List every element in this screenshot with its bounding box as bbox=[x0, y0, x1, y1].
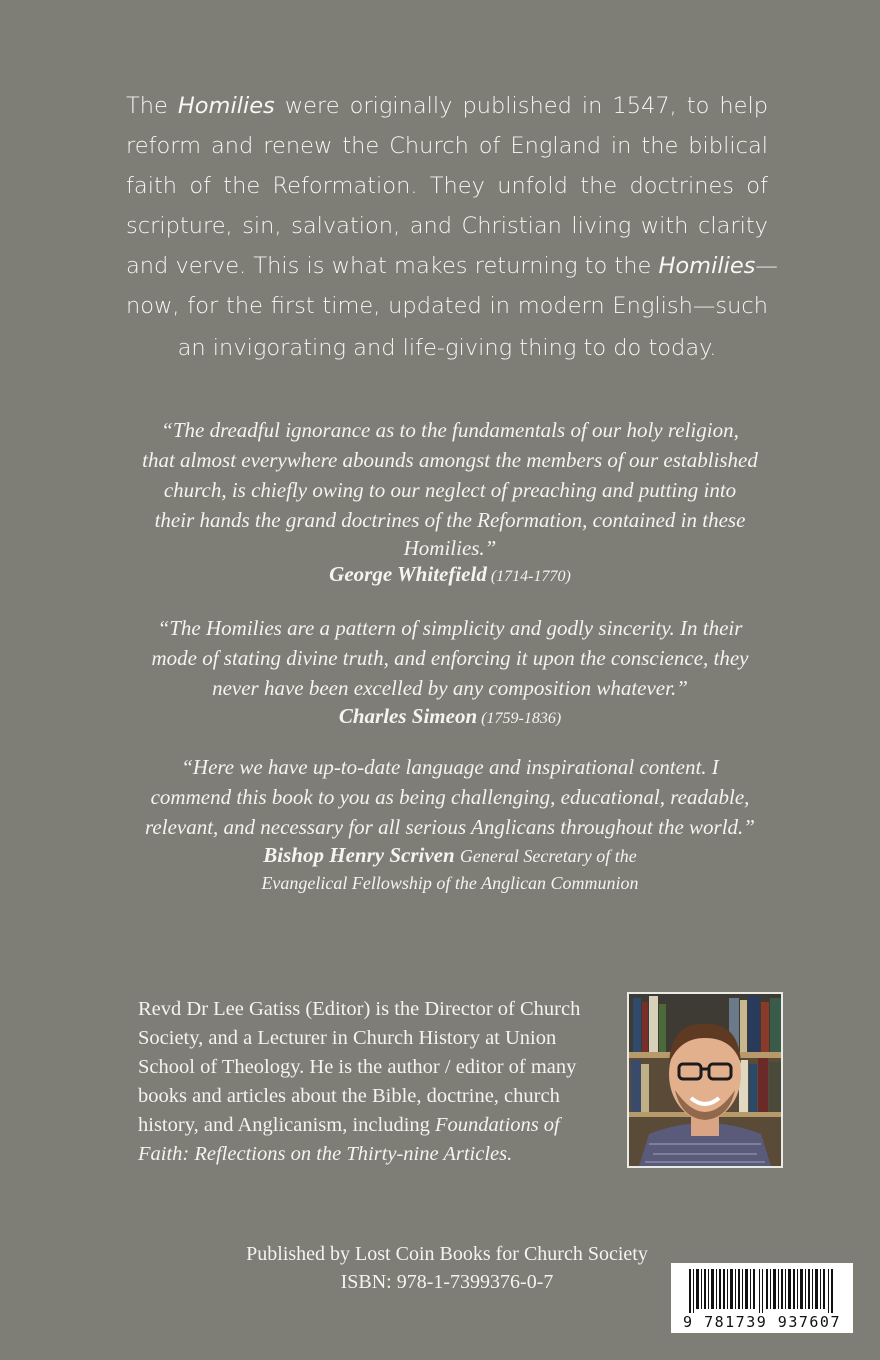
blurb-text-italic: Homilies bbox=[658, 253, 756, 279]
quote-attribution bbox=[100, 561, 800, 590]
publisher-info bbox=[200, 1240, 694, 1296]
bio-text: history, and Anglicanism, including bbox=[138, 1114, 436, 1136]
bio-line: books and articles about the Bible, doctrine, church bbox=[138, 1085, 560, 1107]
blurb-text: The bbox=[126, 93, 178, 119]
blurb-line bbox=[126, 246, 778, 286]
quote-line: mode of stating divine truth, and enforcing it upon the conscience, they bbox=[151, 646, 749, 670]
blurb-text: and verve. This is what makes returning to the bbox=[126, 253, 659, 279]
quote-author: Charles Simeon bbox=[338, 704, 478, 728]
author-portrait-image bbox=[629, 994, 781, 1166]
quote-author: Bishop Henry Scriven bbox=[263, 843, 455, 867]
quote-whitefield bbox=[100, 415, 800, 590]
bio-line bbox=[138, 1140, 618, 1169]
quote-attribution bbox=[100, 703, 800, 732]
quote-line: “The dreadful ignorance as to the fundamentals of our holy religion, bbox=[161, 418, 739, 442]
quote-line: commend this book to you as being challenging, educational, readable, bbox=[150, 785, 750, 809]
barcode-bars-icon bbox=[671, 1263, 853, 1315]
isbn-barcode bbox=[671, 1263, 853, 1333]
bio-line bbox=[138, 1111, 618, 1140]
blurb-line: an invigorating and life-giving thing to do today. bbox=[177, 335, 717, 361]
blurb-line: reform and renew the Church of England in the biblical bbox=[126, 133, 768, 159]
quote-dates: (1714-1770) bbox=[490, 568, 571, 585]
quote-line: never have been excelled by any composition whatever.” bbox=[212, 676, 688, 700]
quote-line: relevant, and necessary for all serious Anglicans throughout the world.” bbox=[145, 815, 755, 839]
blurb-text-italic: Homilies bbox=[177, 93, 275, 119]
description-blurb bbox=[126, 86, 778, 368]
bio-line: Revd Dr Lee Gatiss (Editor) is the Director of Church bbox=[138, 998, 581, 1020]
quote-line: their hands the grand doctrines of the Reformation, contained in these bbox=[154, 508, 746, 532]
bio-text-italic: Foundations of bbox=[435, 1114, 560, 1136]
quote-attribution bbox=[100, 842, 800, 870]
quote-line: “The Homilies are a pattern of simplicity and godly sincerity. In their bbox=[157, 616, 743, 640]
bio-line: Society, and a Lecturer in Church History at Union bbox=[138, 1027, 557, 1049]
blurb-line: faith of the Reformation. They unfold the doctrines of bbox=[126, 173, 768, 199]
quote-line: that almost everywhere abounds amongst the members of our established bbox=[142, 448, 758, 472]
quote-line: church, is chiefly owing to our neglect of preaching and putting into bbox=[163, 478, 737, 502]
blurb-line: now, for the first time, updated in modern English—such bbox=[126, 293, 768, 319]
bio-text-italic: Faith: Reflections on the Thirty-nine Articles. bbox=[138, 1143, 513, 1165]
blurb-text: were originally published in 1547, to help bbox=[274, 93, 768, 119]
quote-role: General Secretary of the bbox=[459, 846, 637, 866]
isbn-line: ISBN: 978-1-7399376-0-7 bbox=[340, 1271, 554, 1293]
quote-author: George Whitefield bbox=[329, 562, 487, 586]
author-photo bbox=[627, 992, 783, 1168]
quote-scriven bbox=[100, 752, 800, 897]
quote-role: Evangelical Fellowship of the Anglican Communion bbox=[261, 873, 639, 893]
editor-bio bbox=[138, 995, 618, 1169]
blurb-line bbox=[126, 86, 768, 126]
bio-line: School of Theology. He is the author / editor of many bbox=[138, 1056, 577, 1078]
quote-simeon bbox=[100, 613, 800, 732]
barcode-digits: 9 781739 937607 bbox=[683, 1313, 841, 1331]
quote-line: “Here we have up-to-date language and inspirational content. I bbox=[181, 755, 719, 779]
publisher-line: Published by Lost Coin Books for Church Society bbox=[246, 1243, 648, 1265]
quote-line: Homilies.” bbox=[403, 536, 497, 560]
blurb-line: scripture, sin, salvation, and Christian living with clarity bbox=[126, 213, 768, 239]
blurb-text: — bbox=[755, 253, 778, 279]
quote-dates: (1759-1836) bbox=[481, 710, 562, 727]
